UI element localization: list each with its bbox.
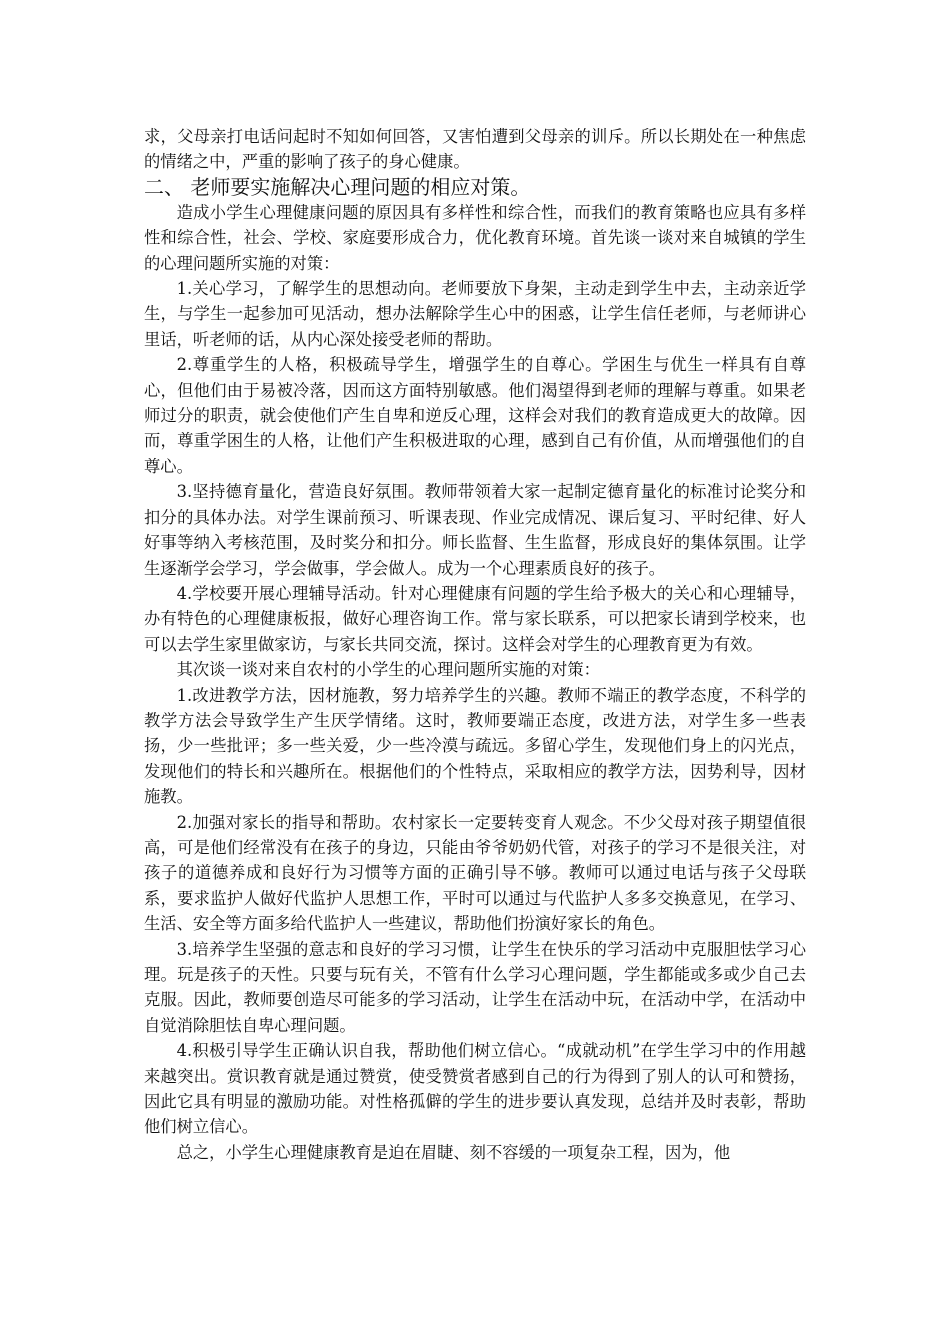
paragraph-urban-4: 4.学校要开展心理辅导活动。针对心理健康有问题的学生给予极大的关心和心理辅导，办有特色的心理健康板报，做好心理咨询工作。常与家长联系，可以把家长请到学校来，也可以去学生家里做家访，与家长共同交流，探讨。这样会对学生的心理教育更为有效。: [144, 583, 806, 654]
paragraph-conclusion: 总之，小学生心理健康教育是迫在眉睫、刻不容缓的一项复杂工程，因为，他: [176, 1142, 731, 1162]
paragraph-intro-urban: 造成小学生心理健康问题的原因具有多样性和综合性，而我们的教育策略也应具有多样性和综合性，社会、学校、家庭要形成合力，优化教育环境。首先谈一谈对来自城镇的学生的心理问题所实施的对策：: [144, 202, 806, 273]
paragraph-intro-rural: 其次谈一谈对来自农村的小学生的心理问题所实施的对策：: [176, 660, 600, 680]
paragraph-rural-1: 1.改进教学方法，因材施教，努力培养学生的兴趣。教师不端正的教学态度，不科学的教学方法会导致学生产生厌学情绪。这时，教师要端正态度，改进方法，对学生多一些表扬，少一些批评；多一些关爱，少一些冷漠与疏远。多留心学生，发现他们身上的闪光点，发现他们的特长和兴趣所在。根据他们的个性特点，采取相应的教学方法，因势利导，因材施教。: [144, 685, 806, 807]
paragraph-rural-2: 2.加强对家长的指导和帮助。农村家长一定要转变育人观念。不少父母对孩子期望值很高，可是他们经常没有在孩子的身边，只能由爷爷奶奶代管，对孩子的学习不是很关注，对孩子的道德养成和良好行为习惯等方面的正确引导不够。教师可以通过电话与孩子父母联系，要求监护人做好代监护人思想工作，平时可以通过与代监护人多多交换意见，在学习、生活、安全等方面多给代监护人一些建议，帮助他们扮演好家长的角色。: [144, 812, 806, 934]
paragraph-rural-4: 4.积极引导学生正确认识自我，帮助他们树立信心。“成就动机”在学生学习中的作用越来越突出。赏识教育就是通过赞赏，使受赞赏者感到自己的行为得到了别人的认可和赞扬，因此它具有明显的激励功能。对性格孤僻的学生的进步要认真发现，总结并及时表彰，帮助他们树立信心。: [144, 1041, 806, 1137]
paragraph-urban-1: 1.关心学习，了解学生的思想动向。老师要放下身架，主动走到学生中去，主动亲近学生，与学生一起参加可见活动，想办法解除学生心中的困惑，让学生信任老师，与老师讲心里话，听老师的话，从内心深处接受老师的帮助。: [144, 279, 806, 349]
paragraph-rural-3: 3.培养学生坚强的意志和良好的学习习惯，让学生在快乐的学习活动中克服胆怯学习心理。玩是孩子的天性。只要与玩有关，不管有什么学习心理问题，学生都能或多或少自己去克服。因此，教师要创造尽可能多的学习活动，让学生在活动中玩，在活动中学，在活动中自觉消除胆怯自卑心理问题。: [144, 939, 806, 1035]
document-body: [144, 124, 806, 1165]
continuation-paragraph: 求，父母亲打电话问起时不知如何回答，又害怕遭到父母亲的训斥。所以长期处在一种焦虑的情绪之中，严重的影响了孩子的身心健康。: [144, 127, 806, 172]
paragraph-urban-3: 3.坚持德育量化，营造良好氛围。教师带领着大家一起制定德育量化的标准讨论奖分和扣分的具体办法。对学生课前预习、听课表现、作业完成情况、课后复习、平时纪律、好人好事等纳入考核范围，及时奖分和扣分。师长监督、生生监督，形成良好的集体氛围。让学生逐渐学会学习，学会做事，学会做人。成为一个心理素质良好的孩子。: [144, 482, 806, 578]
paragraph-urban-2: 2.尊重学生的人格，积极疏导学生，增强学生的自尊心。学困生与优生一样具有自尊心，但他们由于易被冷落，因而这方面特别敏感。他们渴望得到老师的理解与尊重。如果老师过分的职责，就会使他们产生自卑和逆反心理，这样会对我们的教育造成更大的故障。因而，尊重学困生的人格，让他们产生积极进取的心理，感到自己有价值，从而增强他们的自尊心。: [144, 355, 806, 476]
section-heading: 二、 老师要实施解决心理问题的相应对策。: [144, 174, 531, 199]
